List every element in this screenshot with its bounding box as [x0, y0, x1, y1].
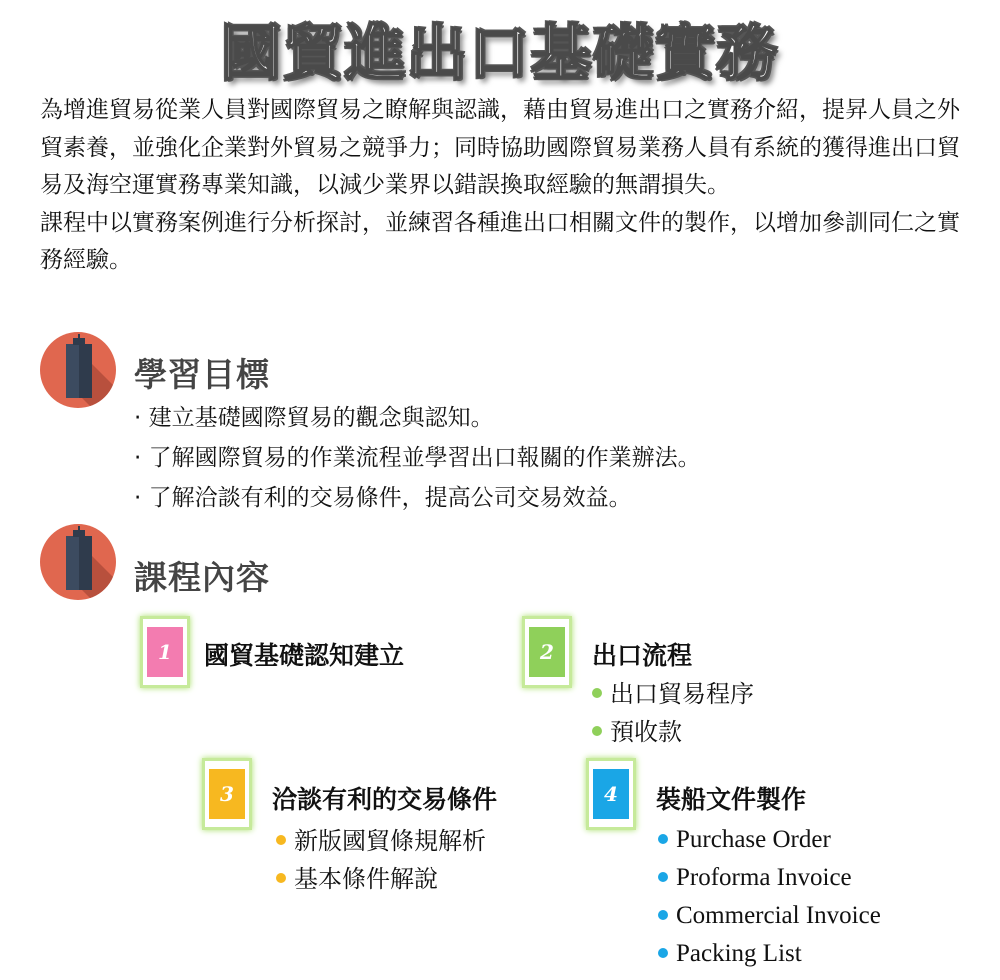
list-item: Commercial Invoice — [658, 897, 881, 935]
building-icon — [40, 332, 116, 408]
module-2-badge — [522, 616, 572, 688]
bullet-icon — [658, 910, 668, 920]
intro-paragraph-2: 課程中以實務案例進行分析探討，並練習各種進出口相關文件的製作，以增加參訓同仁之實務經驗。 — [40, 209, 960, 273]
module-number: 1 — [147, 627, 183, 677]
list-item: 新版國貿條規解析 — [276, 822, 486, 860]
intro-paragraph-1: 為增進貿易從業人員對國際貿易之瞭解與認識，藉由貿易進出口之實務介紹，提昇人員之外貿素養，並強化企業對外貿易之競爭力；同時協助國際貿易業務人員有系統的獲得進出口貿易及海空運實務專業知識，以減少業界以錯誤換取經驗的無謂損失。 — [40, 97, 960, 198]
bullet-icon — [276, 873, 286, 883]
goal-item: · 建立基礎國際貿易的觀念與認知。 — [134, 405, 494, 431]
module-4-list — [658, 821, 881, 973]
module-2-list — [592, 675, 754, 751]
page-title: 國貿進出口基礎實務 — [221, 19, 779, 89]
module-3-title: 洽談有利的交易條件 — [272, 785, 498, 814]
bullet-icon — [592, 688, 602, 698]
bullet-icon — [592, 726, 602, 736]
module-4-title: 裝船文件製作 — [656, 785, 807, 814]
goals-heading: 學習目標 — [134, 355, 270, 394]
bullet-icon — [658, 872, 668, 882]
goal-item: · 了解國際貿易的作業流程並學習出口報關的作業辦法。 — [134, 445, 701, 471]
module-number: 3 — [209, 769, 245, 819]
module-1-title: 國貿基礎認知建立 — [204, 641, 405, 670]
intro-text — [40, 92, 970, 280]
list-item: 出口貿易程序 — [592, 675, 754, 713]
module-3-badge — [202, 758, 252, 830]
module-1-badge — [140, 616, 190, 688]
goals-list — [134, 398, 701, 518]
module-2-title: 出口流程 — [592, 641, 693, 670]
list-item: Packing List — [658, 935, 881, 973]
course-heading: 課程內容 — [134, 558, 270, 597]
bullet-icon — [276, 835, 286, 845]
list-item: Proforma Invoice — [658, 859, 881, 897]
list-item: 基本條件解說 — [276, 860, 486, 898]
building-icon — [40, 524, 116, 600]
list-item: 預收款 — [592, 713, 754, 751]
module-3-list — [276, 822, 486, 898]
list-item: Purchase Order — [658, 821, 881, 859]
bullet-icon — [658, 834, 668, 844]
goal-item: · 了解洽談有利的交易條件，提高公司交易效益。 — [134, 485, 632, 511]
module-number: 4 — [593, 769, 629, 819]
bullet-icon — [658, 948, 668, 958]
module-4-badge — [586, 758, 636, 830]
module-number: 2 — [529, 627, 565, 677]
